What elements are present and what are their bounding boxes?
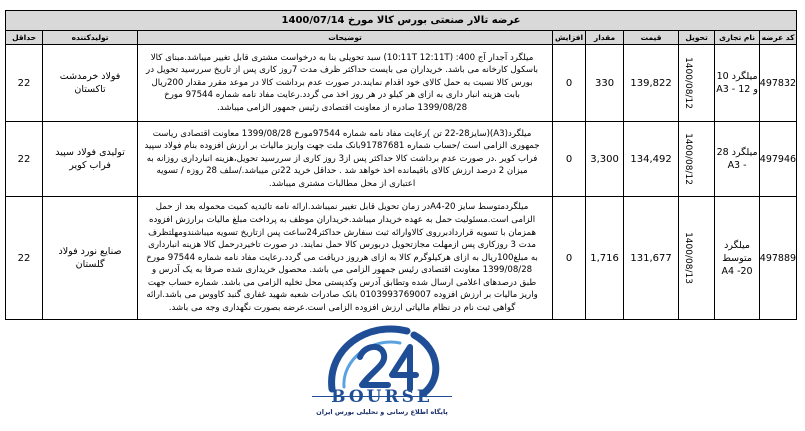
cell-min: 22 <box>6 45 43 122</box>
logo-tagline: پایگاه اطلاع رسانی و تحلیلی بورس ایران <box>316 408 448 416</box>
cell-delivery-text: 1400/08/12 <box>683 133 694 185</box>
cell-description: میلگردمتوسط سایز 20-A4در زمان تحویل قابل تغییر نمیباشد.ارائه نامه تائیدیه کمیت محموله بعد از حمل الزامی است.مسئولیت حمل به عهده خریدار میباشد.خریداران موظف به پرداخت مبلغ مالیات برارزش افزوده همزمان با تسویه قراردادبرروی کالاوارائه ثبت سفارش حداکثر24ساعت پس ازتاریخ تسویه میباشندومهلتظرف مدت 3 روزکاری پس ازمهلت مجازتحویل دربورس کالا حمل نمایند. در صورت تاخیردرحمل کالا هزینه انبارداری به مبلغ100ریال به ازای هرکیلوگرم کالا به ازای هرروز دریافت می گردد.رعایت مفاد نامه شماره 97544 مورخ 1399/08/28 معاونت اقتصادی رئیس جمهور الزامی می باشد. محصول خریداری شده صرفا به یک آدرس و طبق درصدهای اعلامی ارسال شده وتطابق آدرس وکدپستی محل تخلیه الزامی می باشد. شماره حساب جهت واریز مالیات بر ارزش افزوده 0103993769007 بانک صادرات شعبه شهید غفاری گنبد کاووس می باشد.ارائه گواهی ثبت نام در نظام مالیاتی ارزش افزوده الزامی است.عرضه بصورت نگهداری وجه می باشد. <box>138 197 553 320</box>
header-producer: تولیدکننده <box>43 31 138 45</box>
offer-table-container <box>5 10 796 320</box>
cell-code: 497832 <box>760 45 797 122</box>
cell-price: 139,822 <box>624 45 679 122</box>
header-delivery: تحویل <box>679 31 715 45</box>
report-title: عرضه تالار صنعتی بورس کالا مورخ 1400/07/14 <box>6 11 797 31</box>
header-quantity: مقدار <box>586 31 624 45</box>
table-row <box>6 122 797 197</box>
cell-description: میلگرد(A3)(سایز28-22 تن )رعایت مفاد نامه شماره 97544مورخ 1399/08/28 معاونت اقتصادی ریاست جمهوری الزامی است /حساب شماره 91787681بانک ملت جهت واریز مالیات بر ارزش افزوده بنام فولاد سپید فراب کویر .در صورت عدم برداشت کالا حداکثر پس از3 روز کاری از سررسید تحویل،هزینه انبارداری روزانه به میزان 2 درصد ارزش کالای باقیمانده اخذ خواهد شد . حداقل خرید 22تن میباشد./سلف 28 روزه / تسویه اعتباری از محل مطالبات مشتری میباشد. <box>138 122 553 197</box>
cell-delivery-text: 1400/08/12 <box>683 57 694 109</box>
cell-increase: 0 <box>553 45 586 122</box>
header-code: کد عرضه <box>760 31 797 45</box>
header-name: نام تجاری <box>715 31 760 45</box>
cell-min: 22 <box>6 197 43 320</box>
cell-quantity: 3,300 <box>586 122 624 197</box>
logo-brand-text: BOURSE <box>331 387 433 407</box>
cell-name: میلگرد متوسط 20- A4 <box>715 197 760 320</box>
cell-min: 22 <box>6 122 43 197</box>
cell-code: 497889 <box>760 197 797 320</box>
cell-delivery-text: 1400/08/13 <box>683 232 694 284</box>
cell-quantity: 1,716 <box>586 197 624 320</box>
cell-name: میلگرد 28 - A3 <box>715 122 760 197</box>
header-row <box>6 31 797 45</box>
cell-price: 131,677 <box>624 197 679 320</box>
cell-name: میلگرد 10 و 12 - A3 <box>715 45 760 122</box>
cell-description: میلگرد آجدار آج 400: (10:11T 12:11T) سبد تحویلی بنا به درخواست مشتری قابل تغییر میباشد.مبنای کالا باسکول کارخانه می باشد. خریداران می بایست حداکثر ظرف مدت 7روز کاری پس از تاریخ سررسید تحویل در بورس کالا نسبت به حمل کالای خود اقدام نمایند.در صورت عدم برداشت کالا در موعد مقرر مقدار 200ریال بابت هزینه انبار داری به ازای هر کیلو در هر روز اخذ می گردد.رعایت مفاد نامه شماره 97544 مورخ 1399/08/28 صادره از معاونت اقتصادی رئیس جمهور الزامی میباشد. <box>138 45 553 122</box>
cell-code: 497946 <box>760 122 797 197</box>
cell-price: 134,492 <box>624 122 679 197</box>
header-min: حداقل <box>6 31 43 45</box>
cell-producer: فولاد خرمدشت تاکستان <box>43 45 138 122</box>
cell-increase: 0 <box>553 197 586 320</box>
cell-delivery <box>679 45 715 122</box>
table-row <box>6 197 797 320</box>
header-description: توضیحات <box>138 31 553 45</box>
cell-quantity: 330 <box>586 45 624 122</box>
header-price: قیمت <box>624 31 679 45</box>
cell-delivery <box>679 197 715 320</box>
table-row <box>6 45 797 122</box>
offer-table <box>5 10 797 320</box>
cell-increase: 0 <box>553 122 586 197</box>
cell-delivery <box>679 122 715 197</box>
cell-producer: صنایع نورد فولاد گلستان <box>43 197 138 320</box>
cell-producer: تولیدی فولاد سپید فراب کویر <box>43 122 138 197</box>
header-increase: افزایش <box>553 31 586 45</box>
